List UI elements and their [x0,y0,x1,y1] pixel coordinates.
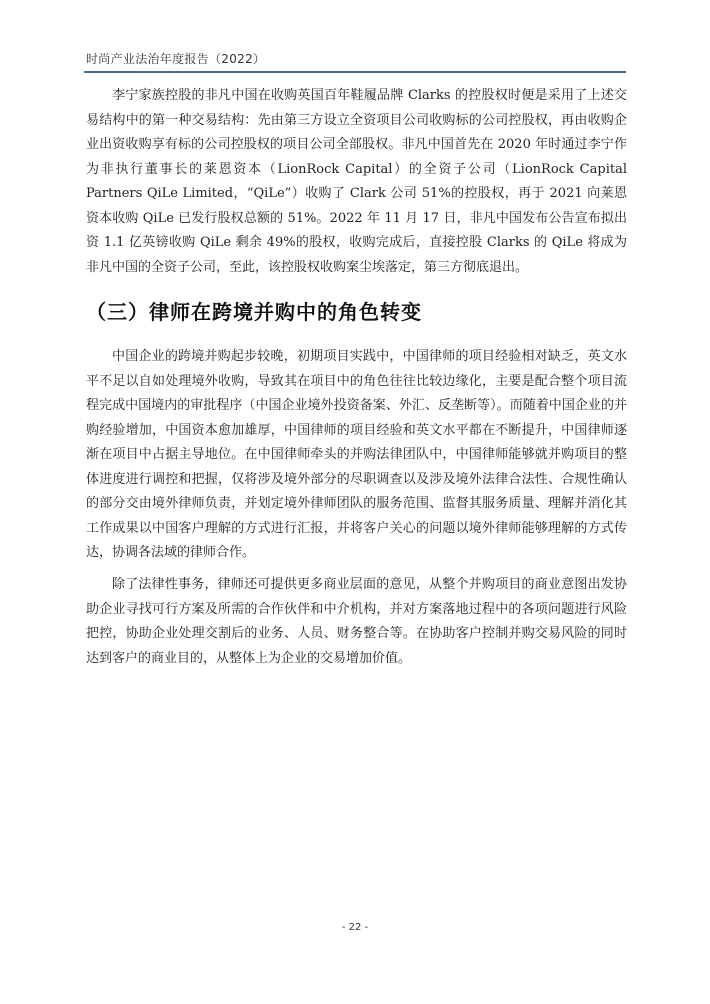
section-heading: （三）律师在跨境并购中的角色转变 [86,300,422,324]
page-number: - 22 - [341,922,369,933]
running-header: 时尚产业法治年度报告（2022） [86,52,266,66]
body-paragraph-lawyer-role: 中国企业的跨境并购起步较晚，初期项目实践中，中国律师的项目经验相对缺乏，英文水平不足以自如处理境外收购，导致其在项目中的角色往往比较边缘化，主要是配合整个项目流程完成中国境内的审批程序（中国企业境外投资备案、外汇、反垄断等）。而随着中国企业的并购经验增加，中国资本愈加雄厚，中国律师的项目经验和英文水平都在不断提升，中国律师逐渐在项目中占据主导地位。在中国律师牵头的并购法律团队中，中国律师能够就并购项目的整体进度进行调控和把握，仅将涉及境外部分的尽职调查以及涉及境外法律合法性、合规性确认的部分交由境外律师负责，并划定境外律师团队的服务范围、监督其服务质量、理解并消化其工作成果以中国客户理解的方式进行汇报，并将客户关心的问题以境外律师能够理解的方式传达，协调各法域的律师合作。 [86,349,627,560]
body-paragraph-clarks-acquisition: 李宁家族控股的非凡中国在收购英国百年鞋履品牌 Clarks 的控股权时便是采用了上述交易结构中的第一种交易结构：先由第三方设立全资项目公司收购标的公司控股权，再由收购企业出资收购享有标的公司控股权的项目公司全部股权。非凡中国首先在 2020 年时通过李宁作为非执行董事长的莱恩资本（LionRock Capital）的全资子公司（LionRock Capital Partners QiLe Limited，“QiLe”）收购了 Clark 公司 51%的控股权，再于 2021 向莱恩资本收购 QiLe 已发行股权总额的 51%。2022 年 11 月 17 日，非凡中国发布公告宣布拟出资 1.1 亿英镑收购 QiLe 剩余 49%的股权，收购完成后，直接控股 Clarks 的 QiLe 将成为非凡中国的全资子公司，至此，该控股权收购案尘埃落定，第三方彻底退出。 [86,88,627,275]
body-paragraph-commercial-advice: 除了法律性事务，律师还可提供更多商业层面的意见，从整个并购项目的商业意图出发协助企业寻找可行方案及所需的合作伙伴和中介机构，并对方案落地过程中的各项问题进行风险把控，协助企业处理交割后的业务、人员、财务整合等。在协助客户控制并购交易风险的同时达到客户的商业目的，从整体上为企业的交易增加价值。 [86,577,627,666]
header-divider [84,71,626,73]
